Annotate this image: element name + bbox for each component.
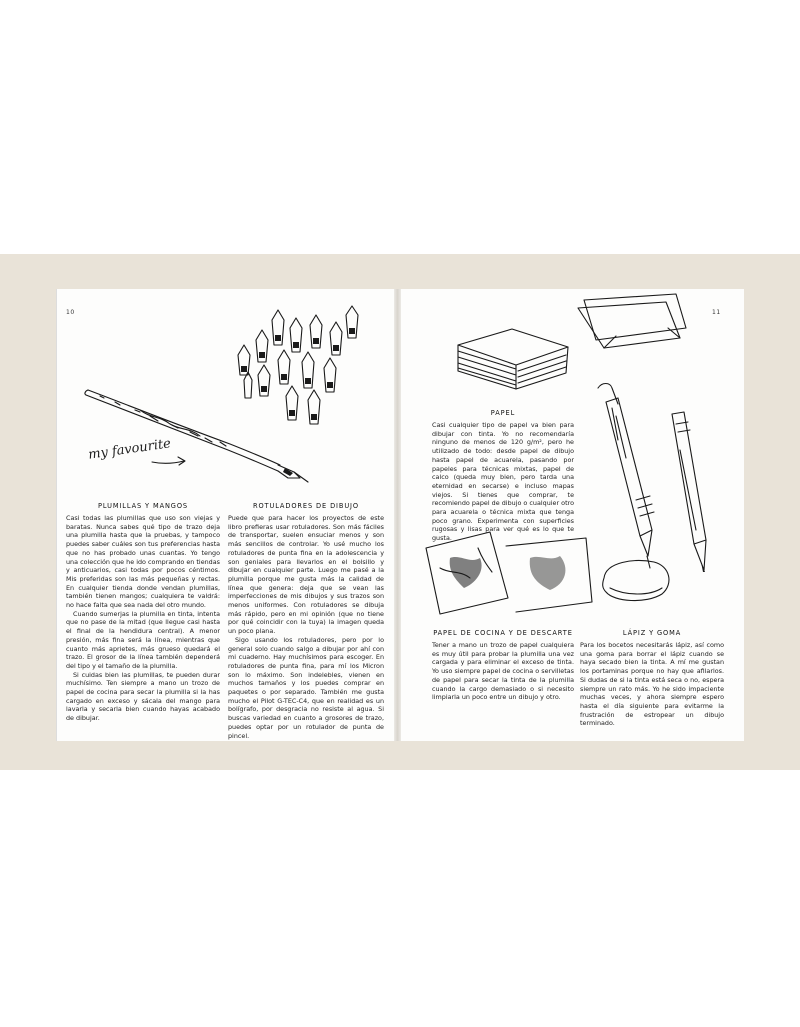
page-number-left: 10 <box>66 309 75 316</box>
paragraph: Cuando sumerjas la plumilla en tinta, intenta que no pase de la mitad (que llegue casi hasta el final de la hendidura central). A menor presión, más fina será la línea, mientras que cuanto más aprietes, más grueso quedará el trazo. El grosor de la línea también dependerá del tipo y el tamaño de la plumilla. <box>66 609 220 670</box>
heading-plumillas: PLUMILLAS Y MANGOS <box>97 502 188 510</box>
heading-rotuladores: ROTULADORES DE DIBUJO <box>252 502 359 510</box>
column-papel-cocina <box>432 641 574 702</box>
paragraph: Casi cualquier tipo de papel va bien para dibujar con tinta. Yo no recomendaría ninguno de menos de 120 g/m², pero he utilizado de todo: desde papel de dibujo hasta papel de acuarela, pasando por papeles para técnicas mixtas, papel de calco (queda muy bien, pero tarda una eternidad en secarse) e incluso mapas viejos. Si tienes que comprar, te recomiendo papel de dibujo o cualquier otro para acuarela o técnica mixta que tenga poco grano. Experimenta con superficies rugosas y lisas para ver qué es lo que te gusta. <box>432 421 574 543</box>
loose-sheets-illustration <box>576 292 696 352</box>
paragraph: Casi todas las plumillas que uso son viejas y baratas. Nunca sabes qué tipo de trazo deja una plumilla hasta que la pruebas, y tampoco puedes saber cuáles son tus preferencias hasta que no has probado unas cuantas. Yo tengo una colección que he ido comprando en tiendas y anticuarios, casi todas por pocos céntimos. Mis preferidas son las más pequeñas y rectas. En cualquier tienda donde vendan plumillas, también tienen mangos; cualquiera te valdrá: no hace falta que sea nada del otro mundo. <box>66 514 220 610</box>
column-lapiz-goma <box>580 641 724 728</box>
paragraph: Puede que para hacer los proyectos de este libro prefieras usar rotuladores. Son más fáciles de transportar, suelen ensuciar menos y son más sencillos de controlar. Yo usé mucho los rotuladores de punta fina en la adolescencia y son geniales para llevarlos en el bolsillo y dibujar en cualquier parte. Luego me pasé a la plumilla porque me gusta más la calidad de línea que genera: deja que se vean las imperfecciones de mis dibujos y sus trazos son menos uniformes. Con rotuladores se dibuja más rápido, pero en mi opinión (que no tiene por qué coincidir con la tuya) la imagen queda un poco plana. <box>228 514 384 636</box>
handwritten-note: my favourite <box>87 436 172 463</box>
book-gutter <box>394 289 401 741</box>
eraser-illustration <box>596 554 676 604</box>
paragraph: Sigo usando los rotuladores, pero por lo general solo cuando salgo a dibujar por ahí con mi cuaderno. Hay muchísimos para escoger. En rotuladores de punta fina, para mí los Micron son lo máximo. Son indelebles, vienen en muchos tamaños y los puedes comprar en paquetes o por separado. También me gusta mucho el Pilot G-TEC-C4, que en realidad es un bolígrafo, por desgracia no resiste al agua. Si buscas variedad en cuanto a grosores de trazo, puedes optar por un rotulador de punta de pincel. <box>228 635 384 740</box>
heading-papel-cocina: PAPEL DE COCINA Y DE DESCARTE <box>433 629 573 637</box>
column-rotuladores <box>228 514 384 740</box>
paper-stack-illustration <box>452 325 572 395</box>
paragraph: Para los bocetos necesitarás lápiz, así como una goma para borrar el lápiz cuando se haya secado bien la tinta. A mí me gustan los portaminas porque no hay que afilarlos. Si dudas de si la tinta está seca o no, espera siempre un rato más. Yo he sido impaciente muchas veces, y ahora siempre espero hasta el día siguiente para evitarme la frustración de estropear un dibujo terminado. <box>580 641 724 728</box>
paragraph: Si cuidas bien las plumillas, te pueden durar muchísimo. Ten siempre a mano un trozo de papel de cocina para secar la plumilla si la has cargado en exceso y sácala del mango para lavarla y secarla bien cuando hayas acabado de dibujar. <box>66 670 220 723</box>
arrow-sketch <box>150 452 190 472</box>
heading-lapiz-goma: LÁPIZ Y GOMA <box>622 629 682 637</box>
column-plumillas <box>66 514 220 723</box>
nibs-illustration <box>228 300 368 440</box>
column-papel <box>432 421 574 543</box>
heading-papel: PAPEL <box>490 409 516 417</box>
page-number-right: 11 <box>712 309 721 316</box>
paragraph: Tener a mano un trozo de papel cualquiera es muy útil para probar la plumilla una vez cargada y para eliminar el exceso de tinta. Yo uso siempre papel de cocina o servilletas de papel para secar la tinta de la plumilla cuando la cargo demasiado o si necesito limpiarla un poco entre un dibujo y otro. <box>432 641 574 702</box>
mechanical-pencil-illustration <box>592 380 662 570</box>
